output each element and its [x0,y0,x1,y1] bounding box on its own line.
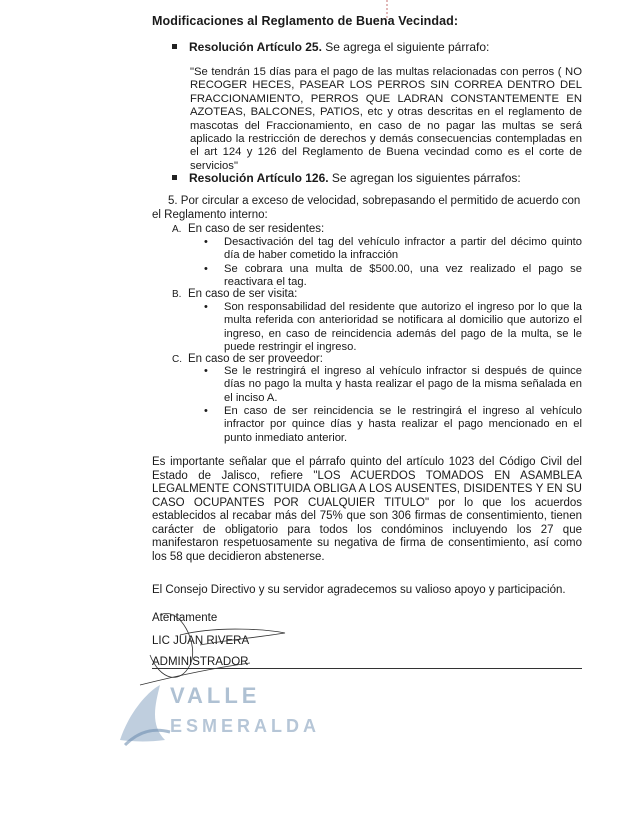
section-c-text: En caso de ser proveedor: [188,353,323,365]
resolution-25-text: Se agrega el siguiente párrafo: [321,40,490,54]
resolution-126-title: Resolución Artículo 126. [189,171,329,185]
list-item [204,301,582,355]
valle-esmeralda-logo [110,670,370,760]
bullet-text: Desactivación del tag del vehículo infractor a partir del décimo quinto día de haber cometido la infracción [224,236,582,262]
list-item [204,263,582,290]
section-b-text: En caso de ser visita: [188,288,298,300]
resolution-126-text: Se agregan los siguientes párrafos: [328,171,521,185]
signer-role: ADMINISTRADOR [152,656,249,668]
bullet-icon: • [204,301,208,313]
closing: Atentamente [152,612,218,624]
logo-line1: VALLE [170,683,261,708]
bullet-text: En caso de ser reincidencia se le restringirá el ingreso al vehículo infractor por quince días y hasta realizar el pago mencionado en el punto inmediato anterior. [224,405,582,444]
important-paragraph: Es importante señalar que el párrafo quinto del artículo 1023 del Código Civil del Estado de Jalisco, refiere "LOS ACUERDOS TOMADOS EN ASAMBLEA LEGALMENTE CONSTITUIDA OBLIGA A LOS AUSENTES, DISIDENTES Y EN SU CASO OCUPANTES POR CUALQUIER TITULO" por lo que los acuerdos establecidos al recabar más del 75% que son 306 firmas de consentimiento, tienen carácter de obligatorio para todos los condóminos incluyendo los 27 que manifestaron respetuosamente su negativa de firma de consentimiento, así como los 58 que decidieron abstenerse. [152,456,582,563]
list-item [204,365,582,405]
section-b-label [172,288,297,300]
bullet-text: Se le restringirá el ingreso al vehículo infractor si después de quince días no pago la multa y hasta realizar el pago de la misma señalada en el inciso A. [224,365,582,404]
section-a-letter: A. [172,224,182,235]
thanks-paragraph: El Consejo Directivo y su servidor agradecemos su valioso apoyo y participación. [152,584,566,596]
bullet-icon: • [204,236,208,248]
quoted-paragraph: "Se tendrán 15 días para el pago de las multas relacionadas con perros ( NO RECOGER HECES, PASEAR LOS PERROS SIN CORREA DENTRO DEL FRACCIONAMIENTO, PERROS QUE LADRAN CONSTANTEMENTE EN AZOTEAS, BALCONES, PATIOS, etc y otras descritas en el reglamento de mascotas del Fraccionamiento, en caso de no pagar las multas se será aplicado la restricción de derechos y demás consecuencias contempladas en el art 124 y 126 del Reglamento de Buena vecindad como es el corte de servicios" [190,66,582,172]
section-c-label [172,353,323,365]
list-item [204,236,582,263]
bullet-icon: • [204,405,208,417]
bullet-text: Se cobrara una multa de $500.00, una vez realizado el pago se reactivara el tag. [224,263,582,289]
point-5: 5. Por circular a exceso de velocidad, sobrepasando el permitido de acuerdo con el Reglamento interno: [152,195,581,221]
logo-line2: ESMERALDA [170,716,321,736]
resolution-25 [172,40,489,54]
section-a-text: En caso de ser residentes: [188,223,325,235]
square-bullet-icon [172,44,177,49]
bullet-icon: • [204,365,208,377]
list-item [204,405,582,445]
section-a-label [172,223,324,235]
section-heading: Modificaciones al Reglamento de Buena Vecindad: [152,14,459,28]
bullet-text: Son responsabilidad del residente que autorizo el ingreso por lo que la multa referida con anterioridad se notificara al domicilio que autorizo el ingreso, en caso de reincidencia además del pago de la multa, se le puede restringir el ingreso. [224,301,582,354]
bullet-icon: • [204,263,208,275]
signer-name: LIC JUAN RIVERA [152,635,250,647]
resolution-25-title: Resolución Artículo 25. [189,40,322,54]
section-b-letter: B. [172,289,182,300]
resolution-126 [172,171,521,185]
square-bullet-icon [172,175,177,180]
section-c-letter: C. [172,354,182,365]
